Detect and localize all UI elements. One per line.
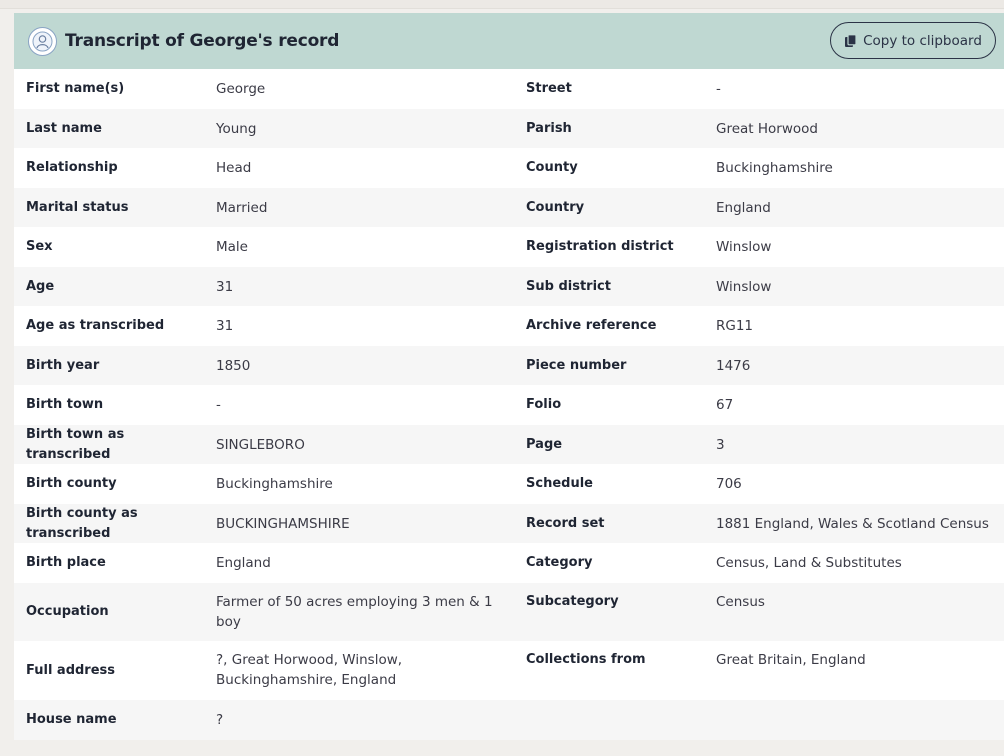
table-row (14, 69, 1004, 109)
table-row (14, 148, 1004, 188)
field-value: SINGLEBORO (216, 436, 305, 453)
field-value: Great Horwood (716, 120, 818, 137)
field-label: Sub district (526, 278, 611, 294)
field-value: Male (216, 239, 248, 255)
field-label: Category (526, 555, 593, 570)
field-value: Great Britain, England (716, 652, 866, 668)
field-label: Birth town (26, 397, 104, 412)
field-value: Census (716, 594, 765, 610)
card-header (14, 13, 1004, 69)
field-value: Married (216, 199, 268, 216)
field-label: Birth county (26, 476, 117, 491)
field-value: BUCKINGHAMSHIRE (216, 515, 350, 532)
field-label: Collections from (526, 652, 646, 667)
field-value: RG11 (716, 318, 754, 334)
field-label: Age as transcribed (26, 318, 165, 333)
page-title: Transcript of George's record (65, 31, 340, 51)
table-row (14, 306, 1004, 346)
field-value: Farmer of 50 acres employing 3 men & 1 boy (216, 594, 493, 630)
field-label: Subcategory (526, 594, 619, 609)
field-value: - (716, 81, 721, 97)
table-row (14, 464, 1004, 504)
field-value: England (216, 555, 271, 571)
table-row (14, 227, 1004, 267)
field-value: - (216, 397, 221, 413)
field-value: 1476 (716, 357, 751, 374)
field-label: Country (526, 199, 585, 215)
table-row (14, 583, 1004, 641)
field-label: First name(s) (26, 81, 125, 96)
field-value: Buckinghamshire (716, 160, 833, 176)
record-table (14, 69, 1004, 740)
field-label: Archive reference (526, 318, 657, 333)
table-row (14, 425, 1004, 464)
table-row (14, 188, 1004, 227)
field-label: Folio (526, 397, 562, 412)
field-value: Winslow (716, 278, 772, 295)
field-label: Marital status (26, 199, 129, 215)
table-row (14, 641, 1004, 700)
table-row (14, 543, 1004, 583)
field-value: George (216, 81, 266, 97)
copy-to-clipboard-button[interactable] (830, 22, 996, 59)
field-label: House name (26, 712, 117, 727)
field-label: Birth town as transcribed (26, 426, 125, 462)
field-label: Registration district (526, 239, 674, 254)
field-value: 1881 England, Wales & Scotland Census (716, 515, 989, 532)
field-value: Head (216, 160, 252, 176)
clipboard-icon (844, 34, 857, 48)
person-portrait-icon (28, 27, 57, 56)
field-value: 31 (216, 318, 234, 334)
table-row (14, 700, 1004, 740)
field-value: Buckinghamshire (216, 476, 333, 492)
field-value: ?, Great Horwood, Winslow, Buckinghamshire, England (216, 652, 403, 688)
field-label: Birth place (26, 555, 106, 570)
field-value: 706 (716, 476, 742, 492)
field-value: Census, Land & Substitutes (716, 555, 902, 571)
field-label: Full address (26, 662, 116, 678)
field-label: Piece number (526, 357, 627, 373)
table-row (14, 346, 1004, 385)
field-label: Sex (26, 239, 53, 254)
field-label: Age (26, 278, 55, 294)
field-label: Schedule (526, 476, 593, 491)
transcript-card (14, 13, 1004, 740)
field-label: Birth county as transcribed (26, 505, 138, 541)
field-label: Relationship (26, 160, 118, 175)
field-value: ? (216, 712, 224, 728)
field-value: 31 (216, 278, 234, 295)
copy-button-label: Copy to clipboard (863, 32, 982, 49)
field-label: Street (526, 81, 572, 96)
field-value: 67 (716, 397, 734, 413)
field-label: Birth year (26, 357, 100, 373)
field-label: Last name (26, 120, 102, 136)
field-value: Young (216, 120, 257, 137)
field-value: 3 (716, 436, 725, 453)
field-label: Page (526, 436, 563, 452)
field-label: County (526, 160, 578, 175)
field-label: Parish (526, 120, 572, 136)
table-row (14, 385, 1004, 425)
field-label: Occupation (26, 604, 109, 619)
field-value: 1850 (216, 357, 251, 374)
field-value: England (716, 199, 771, 216)
table-row (14, 504, 1004, 543)
table-row (14, 267, 1004, 306)
top-strip (0, 0, 1004, 9)
table-row (14, 109, 1004, 148)
field-label: Record set (526, 515, 605, 531)
field-value: Winslow (716, 239, 772, 255)
